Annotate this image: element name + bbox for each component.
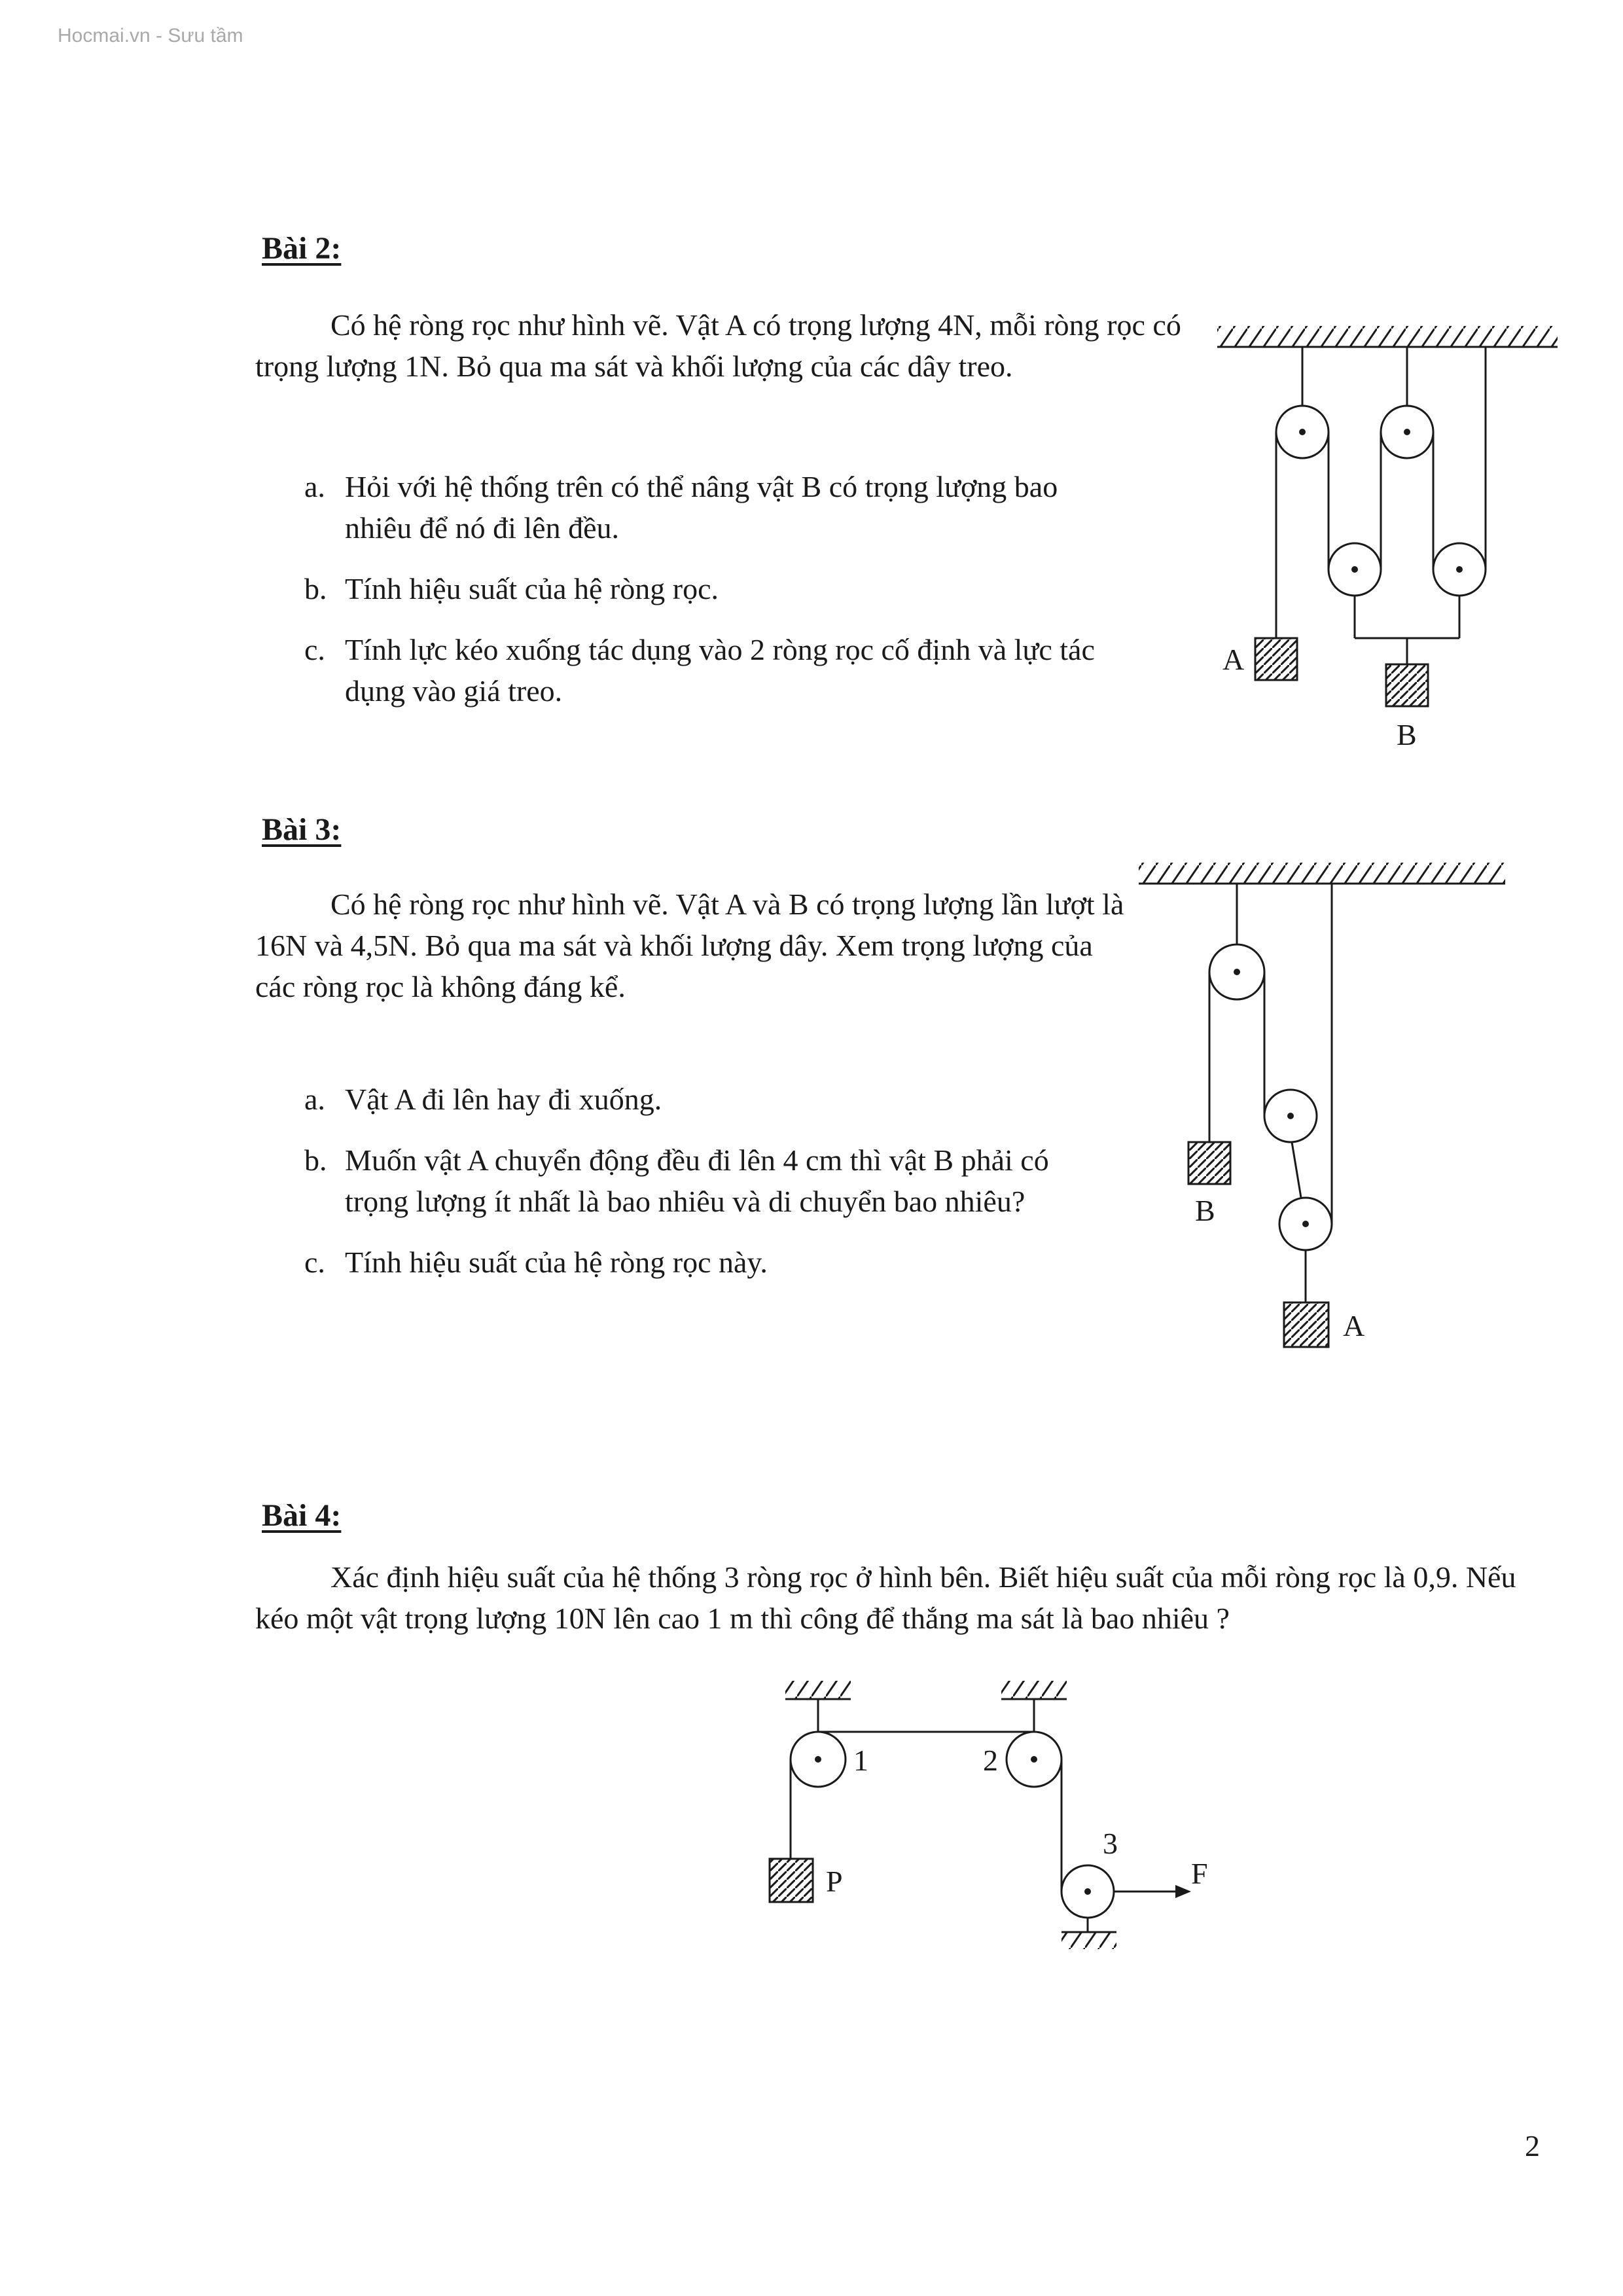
movable-pulley-left (1329, 543, 1381, 596)
item-text: Tính hiệu suất của hệ ròng rọc. (345, 572, 719, 605)
weight-a-block (1284, 1302, 1329, 1347)
label-weight-b: B (1195, 1194, 1215, 1227)
item-marker: b. (304, 572, 327, 605)
force-arrowhead (1175, 1885, 1191, 1898)
weight-b-block (1386, 664, 1428, 706)
exercise-2-title: Bài 2: (262, 231, 342, 266)
page-number: 2 (1525, 2129, 1540, 2162)
item-text: Vật A đi lên hay đi xuống. (345, 1083, 662, 1116)
item-marker: a. (304, 1083, 325, 1116)
weight-b-block (1188, 1142, 1230, 1184)
exercise-4-title: Bài 4: (262, 1498, 342, 1533)
label-force-f: F (1191, 1857, 1208, 1890)
ropes (791, 1699, 1182, 1932)
ceiling (1217, 326, 1558, 347)
item-text: Hỏi với hệ thống trên có thể nâng vật B có trọng lượng bao nhiêu để nó đi lên đều. (345, 470, 1058, 545)
weight-a-block (1255, 638, 1297, 680)
label-pulley-3: 3 (1103, 1827, 1118, 1860)
pulley-1 (791, 1732, 846, 1787)
exercise-4-intro: Xác định hiệu suất của hệ thống 3 ròng rọc ở hình bên. Biết hiệu suất của mỗi ròng rọc là 0,9. Nếu kéo một vật trọng lượng 10N lên cao 1 m thì công để thắng ma sát là bao nhiêu ? (255, 1560, 1516, 1635)
label-pulley-1: 1 (853, 1744, 868, 1777)
item-text: Tính hiệu suất của hệ ròng rọc này. (345, 1246, 768, 1279)
list-item (304, 568, 1126, 609)
list-item (304, 1242, 1063, 1283)
movable-pulley-lower (1279, 1198, 1332, 1250)
exercise-3-intro: Có hệ ròng rọc như hình vẽ. Vật A và B có trọng lượng lần lượt là 16N và 4,5N. Bỏ qua ma sát và khối lượng dây. Xem trọng lượng của các ròng rọc là không đáng kể. (255, 888, 1124, 1003)
list-item (304, 629, 1126, 711)
list-item (304, 466, 1126, 548)
label-weight-b: B (1397, 718, 1417, 751)
ceiling (1139, 863, 1505, 884)
figure-pulley-system-bai2 (1204, 308, 1584, 779)
pulley-3 (1061, 1865, 1114, 1918)
ground-anchor (1061, 1932, 1116, 1949)
exercise-3-list (304, 1079, 1063, 1302)
list-item (304, 1079, 1063, 1120)
item-marker: a. (304, 470, 325, 503)
exercise-2-intro: Có hệ ròng rọc như hình vẽ. Vật A có trọng lượng 4N, mỗi ròng rọc có trọng lượng 1N. Bỏ qua ma sát và khối lượng của các dây treo. (255, 308, 1181, 383)
site-watermark: Hocmai.vn - Sưu tầm (58, 25, 243, 46)
label-weight-a: A (1343, 1309, 1365, 1342)
weight-p-block (770, 1859, 813, 1902)
fixed-pulley (1209, 944, 1264, 999)
fixed-pulley-right (1381, 406, 1433, 458)
exercise-3-title: Bài 3: (262, 812, 342, 847)
movable-pulley-right (1433, 543, 1486, 596)
ropes (1276, 347, 1486, 664)
pulley-2 (1007, 1732, 1061, 1787)
item-marker: c. (304, 633, 325, 666)
item-text: Muốn vật A chuyển động đều đi lên 4 cm thì vật B phải có trọng lượng ít nhất là bao nhiêu và di chuyển bao nhiêu? (345, 1143, 1049, 1218)
label-weight-a: A (1222, 643, 1245, 676)
label-pulley-2: 2 (983, 1744, 998, 1777)
ceiling-stub-left (785, 1681, 851, 1699)
list-item (304, 1139, 1063, 1222)
movable-pulley-upper (1264, 1090, 1317, 1142)
item-marker: c. (304, 1246, 325, 1279)
figure-pulley-system-bai3 (1113, 844, 1531, 1394)
figure-pulley-system-bai4 (668, 1676, 1243, 1977)
fixed-pulley-left (1276, 406, 1329, 458)
item-marker: b. (304, 1143, 327, 1177)
item-text: Tính lực kéo xuống tác dụng vào 2 ròng rọc cố định và lực tác dụng vào giá treo. (345, 633, 1095, 708)
label-weight-p: P (826, 1865, 843, 1898)
exercise-2-list (304, 466, 1126, 731)
ceiling-stub-right (1001, 1681, 1067, 1699)
